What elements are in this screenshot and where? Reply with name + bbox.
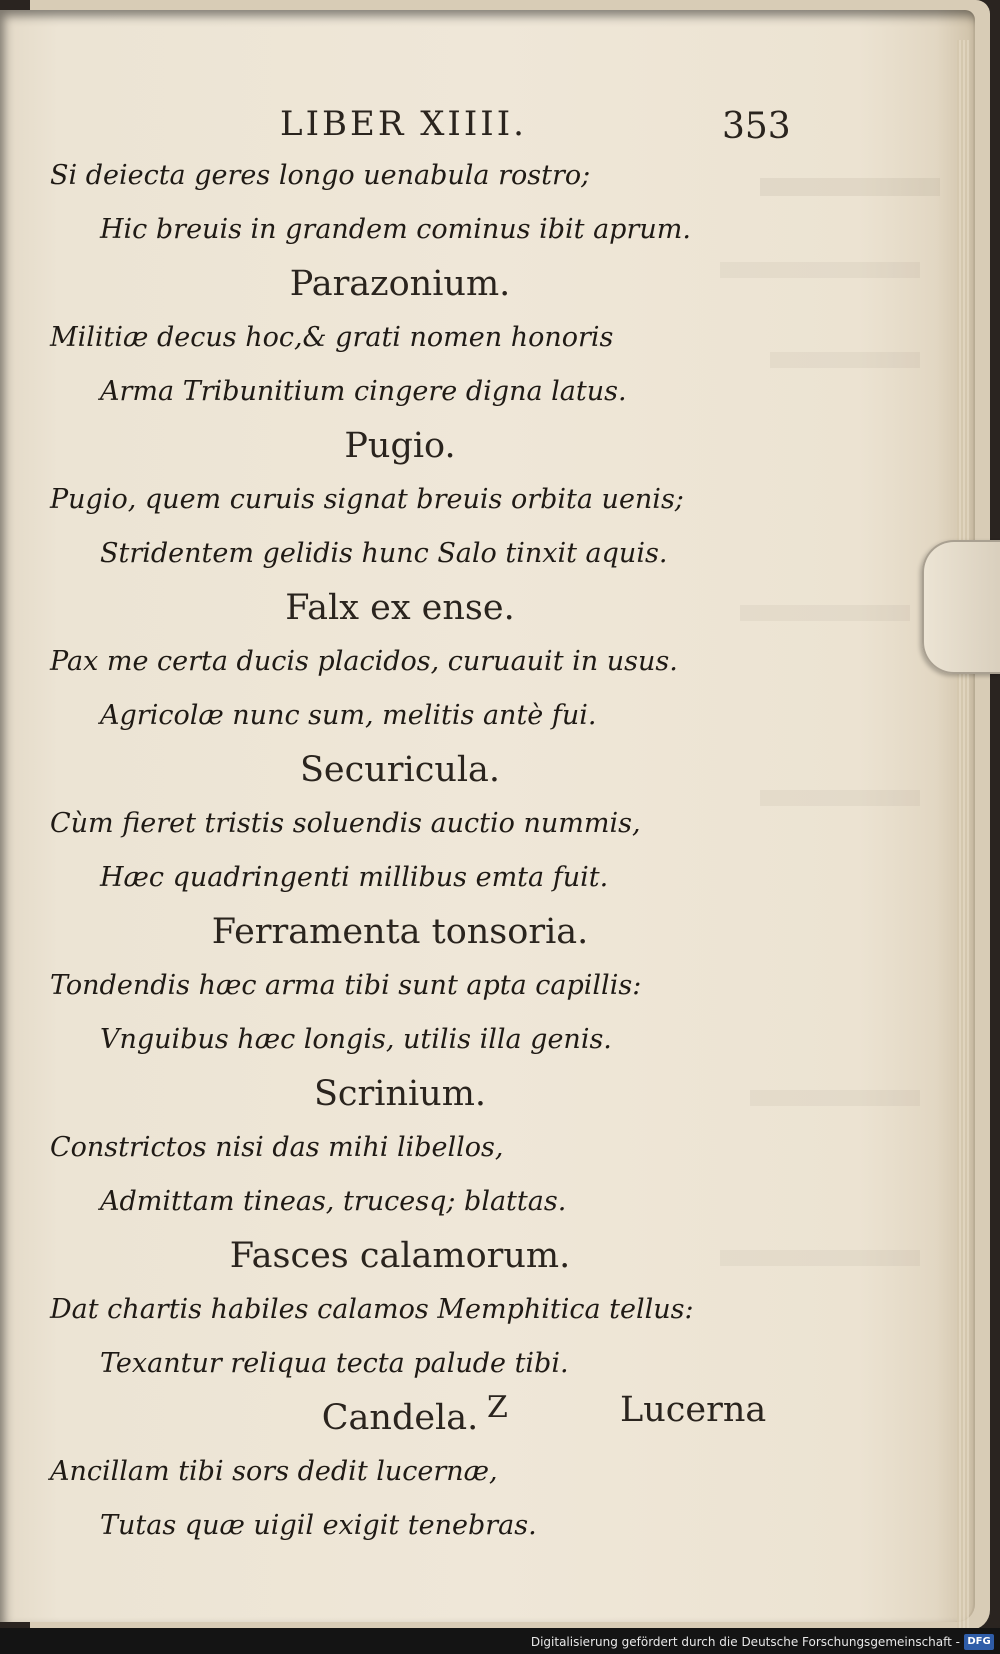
verse-line: Texantur reliqua tecta palude tibi. <box>100 1348 569 1379</box>
dfg-logo: DFG <box>964 1634 994 1650</box>
section-title: Fasces calamorum. <box>229 1236 571 1276</box>
verse-line: Arma Tribunitium cingere digna latus. <box>100 376 627 407</box>
page-footer <box>0 1390 1000 1440</box>
signature-mark: Z <box>487 1390 508 1425</box>
verse-line: Tutas quæ uigil exigit tenebras. <box>100 1510 537 1541</box>
verse-line: Vnguibus hæc longis, utilis illa genis. <box>100 1024 612 1055</box>
credit-text: Digitalisierung gefördert durch die Deutsche Forschungsgemeinschaft - <box>530 1635 960 1649</box>
page-clip-tab <box>922 540 1000 674</box>
show-through-mark <box>760 790 920 806</box>
page-header <box>0 104 1000 154</box>
verse-line: Cùm fieret tristis soluendis auctio nummis, <box>50 808 641 839</box>
section-title: Candela. <box>321 1398 479 1438</box>
verse-line: Dat chartis habiles calamos Memphitica tellus: <box>50 1294 694 1325</box>
section-title: Ferramenta tonsoria. <box>211 912 589 952</box>
verse-line: Ancillam tibi sors dedit lucernæ, <box>50 1456 498 1487</box>
verse-line: Pax me certa ducis placidos, curuauit in usus. <box>50 646 678 677</box>
page-number: 353 <box>722 106 791 147</box>
show-through-mark <box>770 352 920 368</box>
section-title: Scrinium. <box>313 1074 487 1114</box>
verse-line: Militiæ decus hoc,& grati nomen honoris <box>50 322 614 353</box>
verse-line: Tondendis hæc arma tibi sunt apta capillis: <box>50 970 642 1001</box>
running-head: LIBER XIIII. <box>280 104 527 144</box>
verse-line: Stridentem gelidis hunc Salo tinxit aquis. <box>100 538 668 569</box>
credit-bar <box>0 1628 1000 1654</box>
verse-line: Si deiecta geres longo uenabula rostro; <box>50 160 591 191</box>
section-title: Securicula. <box>299 750 501 790</box>
verse-line: Hic breuis in grandem cominus ibit aprum. <box>100 214 691 245</box>
catchword: Lucerna <box>620 1390 767 1430</box>
verse-line: Admittam tineas, trucesq; blattas. <box>100 1186 567 1217</box>
verse-line: Agricolæ nunc sum, melitis antè fui. <box>100 700 597 731</box>
section-title: Falx ex ense. <box>285 588 515 628</box>
show-through-mark <box>760 178 940 196</box>
verse-line: Hæc quadringenti millibus emta fuit. <box>100 862 609 893</box>
verse-line: Constrictos nisi das mihi libellos, <box>50 1132 504 1163</box>
section-title: Parazonium. <box>289 264 511 304</box>
verse-line: Pugio, quem curuis signat breuis orbita uenis; <box>50 484 684 515</box>
section-title: Pugio. <box>344 426 456 466</box>
